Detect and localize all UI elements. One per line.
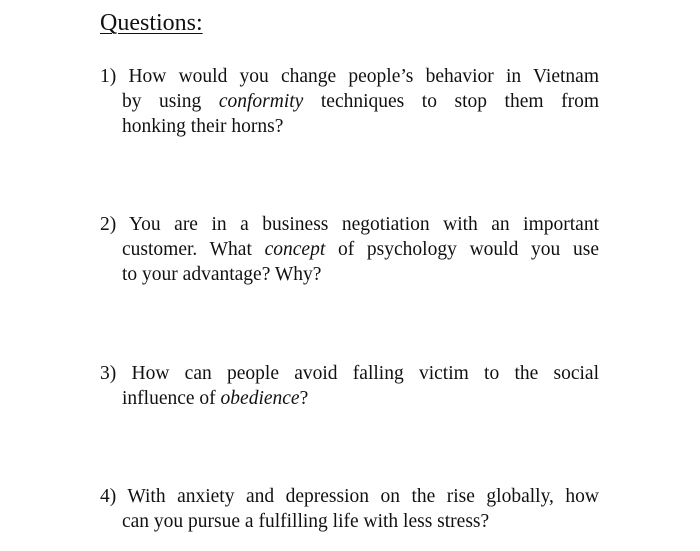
- question-1-line-3: honking their horns?: [122, 116, 284, 137]
- question-2-text-2b: of psychology would you use: [325, 239, 600, 260]
- question-3-text-1: How can people avoid falling victim to the social: [131, 363, 600, 384]
- question-4-text-1: With anxiety and depression on the rise globally, how: [127, 486, 599, 507]
- question-1-line-1: [100, 64, 599, 89]
- question-1-text-2a: by using: [122, 91, 219, 112]
- question-1-line-2: [100, 89, 599, 114]
- question-3-line-2: [100, 386, 599, 411]
- question-2-line-2: [100, 237, 599, 262]
- question-3-number: 3): [100, 363, 117, 384]
- question-1-text-1: How would you change people’s behavior in Vietnam: [128, 66, 599, 87]
- question-4-line-2: can you pursue a fulfilling life with less stress?: [122, 511, 490, 532]
- question-4: [100, 484, 599, 534]
- question-1-emphasis: conformity: [218, 91, 304, 112]
- question-1-text-2b: techniques to stop them from: [303, 91, 599, 112]
- question-2-number: 2): [100, 214, 117, 235]
- question-2-text-1: You are in a business negotiation with an important: [129, 214, 599, 235]
- page-title: Questions:: [100, 10, 203, 36]
- question-2-emphasis: concept: [264, 239, 326, 260]
- question-3: [100, 361, 599, 411]
- question-2-line-1: [100, 212, 599, 237]
- question-2-text-2a: customer. What: [122, 239, 265, 260]
- question-3-line-1: [100, 361, 599, 386]
- question-4-line-1: [100, 484, 599, 509]
- question-3-emphasis: obedience: [220, 388, 300, 409]
- question-1: [100, 64, 599, 139]
- question-1-number: 1): [100, 66, 117, 87]
- question-2: [100, 212, 599, 287]
- question-2-line-3: to your advantage? Why?: [122, 264, 322, 285]
- question-3-text-2a: influence of: [122, 388, 221, 409]
- question-4-number: 4): [100, 486, 117, 507]
- question-3-text-2b: ?: [299, 388, 309, 409]
